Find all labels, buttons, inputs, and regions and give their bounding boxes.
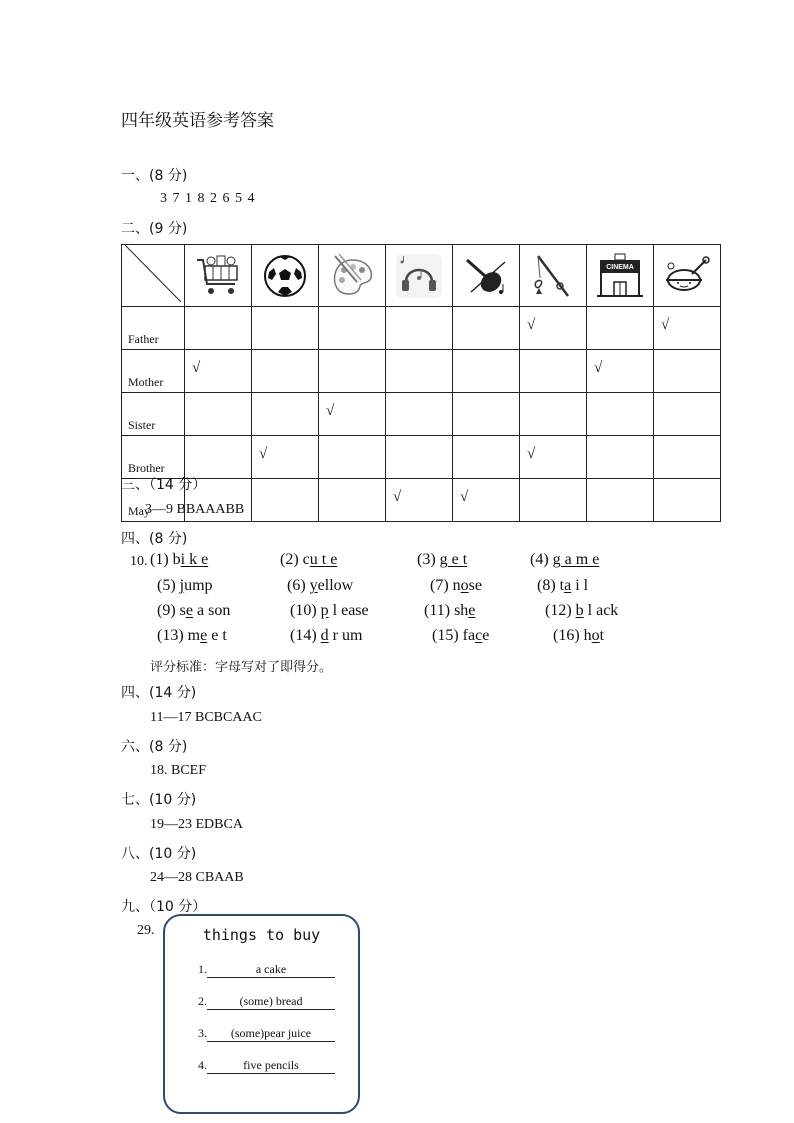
section-2-heading: 二、(9 分) [121,221,188,237]
fishing-rod-icon [528,252,578,300]
table-cell [453,307,520,350]
spelling-answer: a [564,577,572,594]
spelling-prefix: h [583,627,592,644]
spelling-prefix: b [172,551,181,568]
spelling-answer: e [200,627,208,644]
table-cell [319,479,386,522]
spelling-suffix: l ack [583,602,619,619]
spelling-suffix: ellow [317,577,354,594]
grading-criteria: 评分标准：字母写对了即得分。 [150,660,333,675]
spelling-item [545,602,618,620]
spelling-prefix: fa [462,627,476,644]
spelling-answer: g e t [439,551,468,568]
table-header-cell [654,245,721,307]
list-item-text: five pencils [207,1058,335,1074]
list-item-number: 4. [198,1058,207,1072]
spelling-item-number: (10) [290,602,317,619]
spelling-item [280,551,337,569]
spelling-item-number: (12) [545,602,572,619]
table-cell [386,350,453,393]
headphones-music-icon [394,252,444,300]
table-cell [587,479,654,522]
list-item-text: a cake [207,962,335,978]
spelling-item-number: (9) [157,602,176,619]
paint-palette-icon [327,252,377,300]
spelling-prefix: c [302,551,310,568]
spelling-item [424,602,475,620]
row-name: Father [122,307,185,350]
table-cell [319,393,386,436]
row-name: Brother [122,436,185,479]
shopping-cart-icon [193,252,243,300]
table-cell [453,436,520,479]
spelling-item-number: (7) [430,577,449,594]
spelling-answer: b [575,602,584,619]
table-cell [453,479,520,522]
spelling-item [157,627,227,645]
spelling-prefix: sh [454,602,469,619]
section-1-answer: 3 7 1 8 2 6 5 4 [160,191,256,206]
table-cell [587,307,654,350]
spelling-answer: y [309,577,318,594]
table-cell [587,350,654,393]
spelling-item [417,551,467,569]
table-cell [386,436,453,479]
table-cell [319,307,386,350]
spelling-item [530,551,599,569]
section-4-heading: 四、(8 分) [121,531,188,547]
table-header-cell [386,245,453,307]
violin-icon [461,252,511,300]
list-item [198,1058,335,1074]
table-cell [654,436,721,479]
spelling-answer: e [468,602,476,619]
table-cell [252,307,319,350]
spelling-item-number: (8) [537,577,556,594]
table-cell [587,393,654,436]
spelling-prefix: s [179,602,186,619]
spelling-item [157,602,230,620]
section-6-answer: 18. BCEF [150,763,207,778]
section-3-heading: 三、（14 分） [121,477,207,493]
table-cell [453,350,520,393]
spelling-suffix: e t [207,627,227,644]
spelling-suffix: ump [184,577,213,594]
spelling-answer: o [591,627,600,644]
spelling-answer: o [460,577,469,594]
check-mark: √ [460,489,469,505]
table-cell [654,393,721,436]
check-mark: √ [259,446,268,462]
table-header-cell [185,245,252,307]
spelling-answer: u t e [309,551,338,568]
spelling-prefix: n [452,577,461,594]
spelling-item-number: (4) [530,551,549,568]
table-cell [252,436,319,479]
spelling-answer: d [320,627,329,644]
spelling-answer: j [179,577,185,594]
diagonal-line [125,245,181,302]
spelling-item-number: (15) [432,627,459,644]
list-item [198,962,335,978]
table-header-cell [319,245,386,307]
list-item-text: (some)pear juice [207,1026,335,1042]
spelling-item-number: (6) [287,577,306,594]
shopping-list-title: things to buy [202,926,321,944]
section-5-answer: 11—17 BCBCAAC [150,710,262,725]
spelling-item-number: (2) [280,551,299,568]
spelling-item [290,602,369,620]
table-cell [252,393,319,436]
table-cell [386,393,453,436]
check-mark: √ [594,360,603,376]
activity-table [121,244,721,522]
spelling-item [537,577,588,595]
spelling-answer: g a m e [552,551,600,568]
section-6-heading: 六、(8 分) [121,739,188,755]
list-item [198,1026,335,1042]
table-header-cell [453,245,520,307]
table-cell [520,479,587,522]
section-1-heading: 一、(8 分) [121,168,188,184]
list-item [198,994,335,1010]
spelling-item-number: (14) [290,627,317,644]
table-cell [319,436,386,479]
table-row [122,350,721,393]
spelling-answer: c [475,627,483,644]
section-7-answer: 19—23 EDBCA [150,817,243,832]
table-cell [386,479,453,522]
table-cell [386,307,453,350]
list-item-number: 1. [198,962,207,976]
spelling-suffix: e [482,627,490,644]
spelling-suffix: i l [571,577,589,594]
table-header-row [122,245,721,307]
section-5-heading: 四、(14 分) [121,685,197,701]
list-item-number: 2. [198,994,207,1008]
check-mark: √ [192,360,201,376]
table-cell [319,350,386,393]
spelling-item-number: (1) [150,551,169,568]
spelling-prefix: m [187,627,201,644]
row-name: Mother [122,350,185,393]
spelling-answer: e [185,602,193,619]
table-cell [654,479,721,522]
spelling-item [290,627,362,645]
table-cell [654,307,721,350]
page-title: 四年级英语参考答案 [121,111,274,131]
table-cell [587,436,654,479]
shopping-list-box [163,914,360,1114]
section-8-heading: 八、(10 分) [121,846,197,862]
spelling-suffix: l ease [328,602,369,619]
table-cell [185,436,252,479]
row-name: Sister [122,393,185,436]
spelling-item [150,551,208,569]
row-name: May [122,479,185,522]
spelling-suffix: t [599,627,605,644]
soccer-ball-icon [260,252,310,300]
table-row [122,436,721,479]
section-3-answer: 3—9 BBAAABB [145,502,245,517]
spelling-prefix: t [559,577,565,594]
spelling-item-number: (5) [157,577,176,594]
table-header-cell [587,245,654,307]
table-cell [252,350,319,393]
spelling-item [432,627,489,645]
question-10-number: 10. [130,554,148,569]
section-7-heading: 七、(10 分) [121,792,197,808]
table-cell [520,307,587,350]
table-corner-cell [122,245,185,307]
table-cell [252,479,319,522]
table-row [122,393,721,436]
table-cell [185,350,252,393]
spelling-item-number: (3) [417,551,436,568]
table-cell [654,350,721,393]
table-cell [453,393,520,436]
table-cell [520,350,587,393]
spelling-suffix: r um [328,627,363,644]
table-cell [185,393,252,436]
spelling-item [287,577,353,595]
spelling-item [430,577,482,595]
table-header-cell [252,245,319,307]
cinema-icon [595,252,645,300]
table-cell [520,393,587,436]
spelling-suffix: a son [193,602,231,619]
question-29-number: 29. [137,923,155,938]
list-item-number: 3. [198,1026,207,1040]
spelling-item-number: (16) [553,627,580,644]
check-mark: √ [527,446,536,462]
table-row [122,307,721,350]
cooking-pot-icon [662,252,712,300]
table-cell [520,436,587,479]
spelling-answer: p [320,602,329,619]
check-mark: √ [326,403,335,419]
spelling-item-number: (11) [424,602,451,619]
table-cell [185,307,252,350]
spelling-answer: i k e [180,551,209,568]
table-header-cell [520,245,587,307]
section-9-heading: 九、（10 分） [121,899,207,915]
list-item-text: (some) bread [207,994,335,1010]
section-8-answer: 24—28 CBAAB [150,870,244,885]
check-mark: √ [527,317,536,333]
svg-text:CINEMA: CINEMA [606,263,634,271]
spelling-item-number: (13) [157,627,184,644]
check-mark: √ [393,489,402,505]
check-mark: √ [661,317,670,333]
spelling-item [157,577,213,595]
spelling-item [553,627,604,645]
spelling-suffix: se [468,577,482,594]
